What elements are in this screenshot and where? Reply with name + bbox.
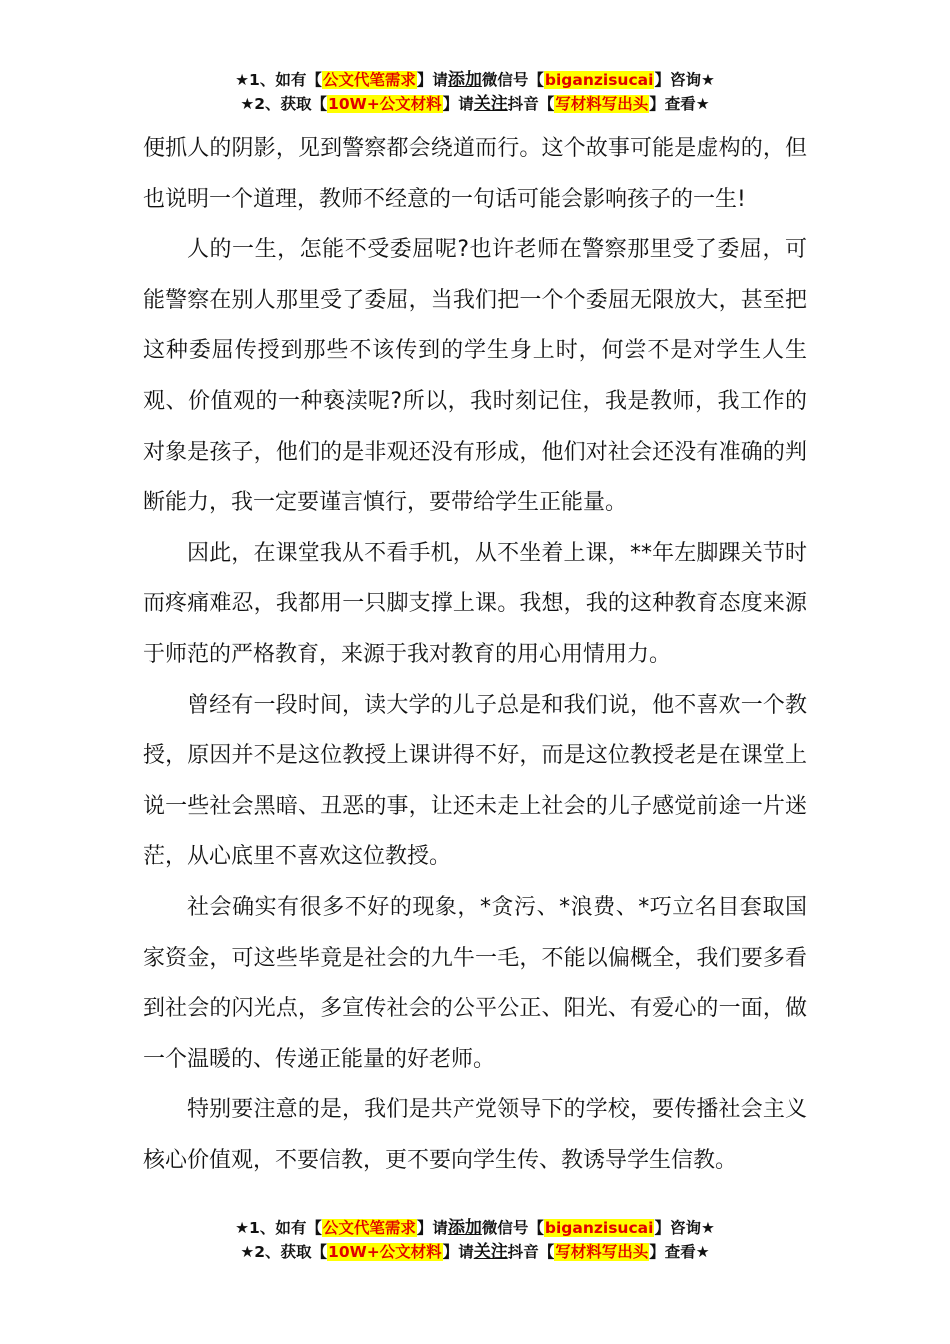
footer-follow-word: 关注 [473,1242,508,1262]
banner-add-word: 添加 [447,70,482,90]
paragraph-2: 人的一生，怎能不受委屈呢?也许老师在警察那里受了委屈，可能警察在别人那里受了委屈，当我们把一个个委屈无限放大，甚至把这种委屈传授到那些不该传到的学生身上时，何尝不是对学生人生观、价值观的一种亵渎呢?所以，我时刻记住，我是教师，我工作的对象是孩子，他们的是非观还没有形成，他们对社会还没有准确的判断能力，我一定要谨言慎行，要带给学生正能量。 [143,237,807,516]
paragraph-4: 曾经有一段时间，读大学的儿子总是和我们说，他不喜欢一个教授，原因并不是这位教授上课讲得不好，而是这位教授老是在课堂上说一些社会黑暗、丑恶的事，让还未走上社会的儿子感觉前途一片迷茫，从心底里不喜欢这位教授。 [143,692,807,870]
banner-line-2-prefix: ★2、获取【 [240,95,328,113]
banner-highlight-service: 公文代笔需求 [322,71,416,89]
footer-line-1-prefix: ★1、如有【 [235,1219,322,1237]
banner-line-1 [0,68,950,92]
banner-highlight-douyin-id: 写材料写出头 [555,95,649,113]
footer-line-2-mid2: 抖音【 [507,1243,555,1261]
footer-banner-line-1 [0,1216,950,1240]
footer-highlight-wechat-id: biganzisucai [544,1219,654,1237]
footer-line-1-mid: 】请 [416,1219,448,1237]
footer-highlight-douyin-id: 写材料写出头 [555,1243,649,1261]
footer-line-1-suffix: 】咨询★ [654,1219,715,1237]
paragraph-3: 因此，在课堂我从不看手机，从不坐着上课，**年左脚踝关节时而疼痛难忍，我都用一只脚支撑上课。我想，我的这种教育态度来源于师范的严格教育，来源于我对教育的用心用情用力。 [143,540,807,667]
banner-line-2 [0,92,950,116]
footer-highlight-materials: 10W+公文材料 [328,1243,442,1261]
footer-line-2-suffix: 】查看★ [649,1243,710,1261]
banner-line-2-suffix: 】查看★ [649,95,710,113]
footer-add-word: 添加 [447,1218,482,1238]
banner-line-1-prefix: ★1、如有【 [235,71,322,89]
banner-highlight-materials: 10W+公文材料 [328,95,442,113]
footer-line-1-mid2: 微信号【 [481,1219,544,1237]
paragraph-5: 社会确实有很多不好的现象，*贪污、*浪费、*巧立名目套取国家资金，可这些毕竟是社会的九牛一毛，不能以偏概全，我们要多看到社会的闪光点，多宣传社会的公平公正、阳光、有爱心的一面，做一个温暖的、传递正能量的好老师。 [143,894,807,1072]
banner-follow-word: 关注 [473,94,508,114]
footer-banner [0,1216,950,1264]
footer-line-2-mid: 】请 [442,1243,474,1261]
paragraph-1: 便抓人的阴影，见到警察都会绕道而行。这个故事可能是虚构的，但也说明一个道理，教师不经意的一句话可能会影响孩子的一生! [143,136,807,212]
banner-line-1-mid2: 微信号【 [481,71,544,89]
banner-line-1-mid: 】请 [416,71,448,89]
banner-highlight-wechat-id: biganzisucai [544,71,654,89]
banner-line-1-suffix: 】咨询★ [654,71,715,89]
banner-line-2-mid2: 抖音【 [507,95,555,113]
banner-line-2-mid: 】请 [442,95,474,113]
header-banner [0,68,950,116]
paragraph-6: 特别要注意的是，我们是共产党领导下的学校，要传播社会主义核心价值观，不要信教，更不要向学生传、教诱导学生信教。 [143,1097,807,1173]
footer-line-2-prefix: ★2、获取【 [240,1243,328,1261]
footer-highlight-service: 公文代笔需求 [322,1219,416,1237]
document-body [143,124,807,1186]
footer-banner-line-2 [0,1240,950,1264]
